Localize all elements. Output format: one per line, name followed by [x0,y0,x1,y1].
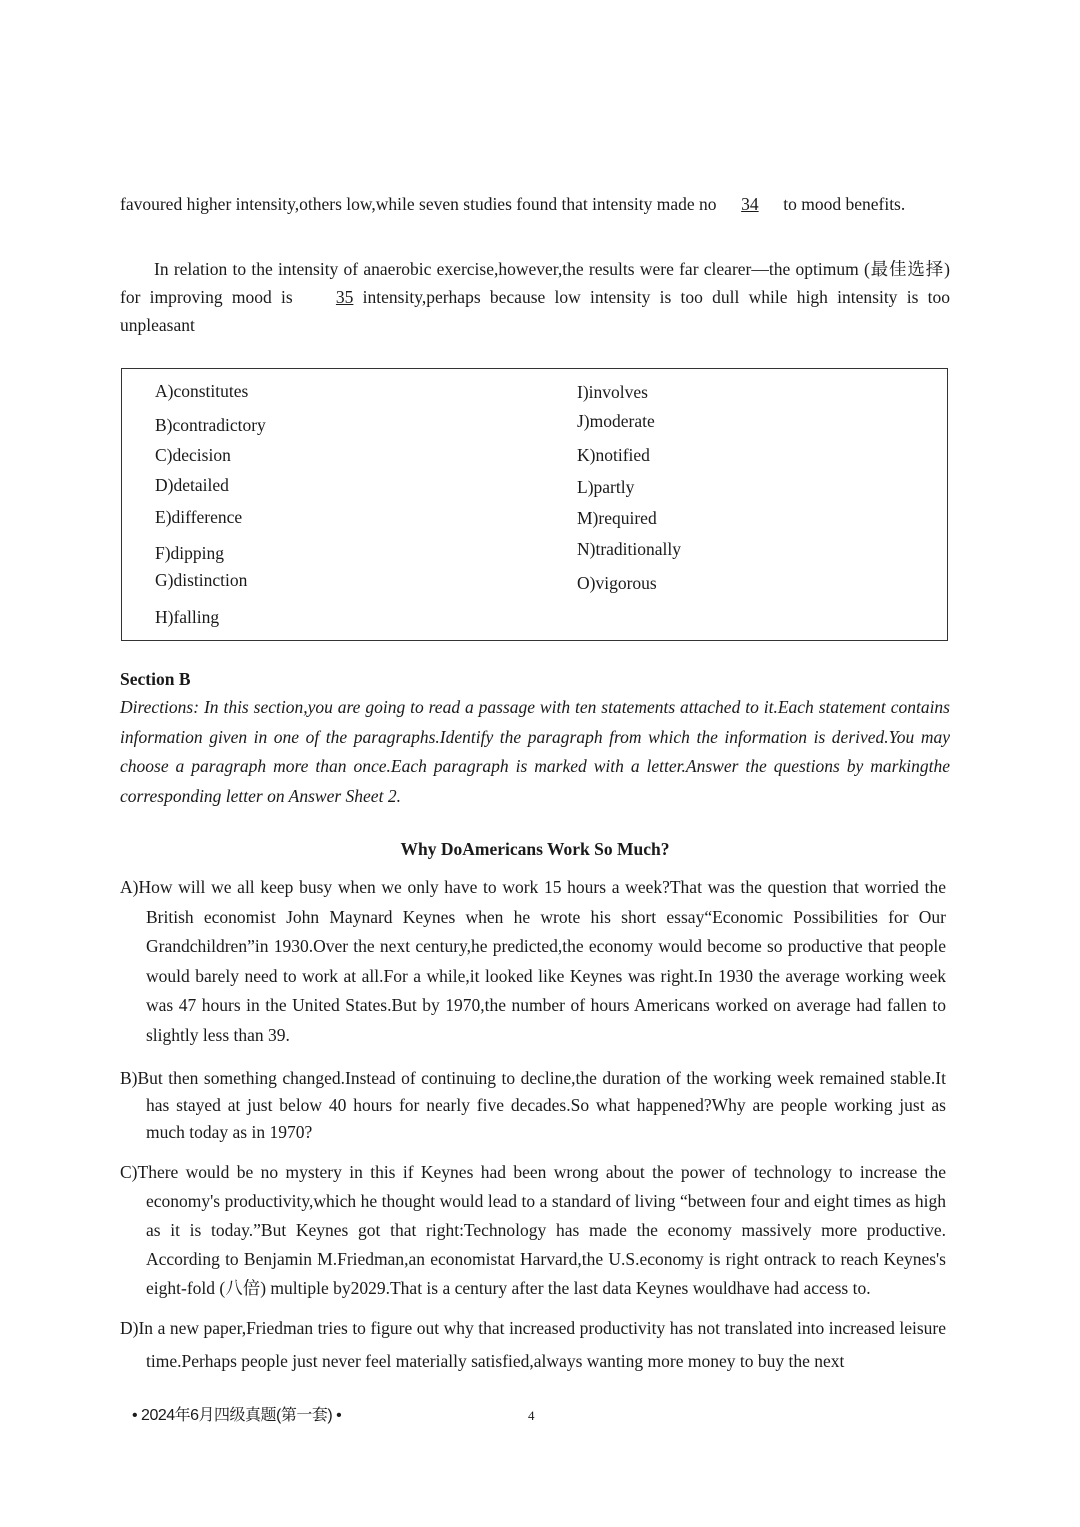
blank-35: 35 [335,287,354,307]
passage-paragraph-b: B)But then something changed.Instead of continuing to decline,the duration of the working week remained stable.It has stayed at just below 40 hours for nearly five decades.So what happened?Why are people working just as much today as in 1970? [120,1068,946,1142]
passage-title: Why DoAmericans Work So Much? [400,839,670,859]
word-option: M)required [577,508,657,528]
word-option: D)detailed [155,475,229,495]
section-b-directions: Directions: In this section,you are going to read a passage with ten statements attached to it.Each statement contains information given in one of the paragraphs.Identify the paragraph from which the information is derived.You may choose a paragraph more than once.Each paragraph is marked with a letter.Answer the questions by markingthe corresponding letter on Answer Sheet 2. [120,697,950,807]
passage-paragraph-c: C)There would be no mystery in this if Keynes had been wrong about the power of technology to increase the economy's productivity,which he thought would lead to a standard of living “between four and eight times as high as it is today.”But Keynes got that right:Technology has made the economy massively more productive. According to Benjamin M.Friedman,an economistat Harvard,the U.S.economy is right ontrack to reach Keynes's eight-fold (八倍) multiple by2029.That is a century after the last data Keynes wouldhave had access to. [120,1162,946,1298]
blank-34: 34 [741,194,759,214]
word-option: N)traditionally [577,539,682,559]
word-bank-box [121,368,948,641]
page-number: 4 [528,1408,535,1423]
fragment-text-1: favoured higher intensity,others low,while seven studies found that intensity made no [120,194,721,214]
word-option: C)decision [155,445,231,465]
word-option: B)contradictory [155,415,266,435]
fragment-paragraph [120,190,950,219]
word-option: L)partly [577,477,635,497]
section-b-heading: Section B [120,669,191,689]
word-option: F)dipping [155,543,225,563]
paragraph2-text-1: In relation to the intensity of anaerobic exercise,however,the results were far clearer—the optimum (最佳选择) for improving mood is [120,259,950,307]
passage-paragraph-d: D)In a new paper,Friedman tries to figure out why that increased productivity has not translated into increased leisure time.Perhaps people just never feel materially satisfied,always wanting more money to buy the next [120,1318,946,1371]
word-option: I)involves [577,382,648,402]
paragraph-anaerobic [120,255,950,339]
word-option: H)falling [155,607,220,627]
word-option: E)difference [155,507,243,527]
word-option: A)constitutes [155,381,249,401]
word-option: O)vigorous [577,573,657,593]
word-option: K)notified [577,445,650,465]
word-option: J)moderate [577,411,655,431]
passage-paragraph-a: A)How will we all keep busy when we only have to work 15 hours a week?That was the question that worried the British economist John Maynard Keynes when he wrote his short essay“Economic Possibilities for Our Grandchildren”in 1930.Over the next century,he predicted,the economy would become so productive that people would barely need to work at all.For a while,it looked like Keynes was right.In 1930 the average working week was 47 hours in the United States.But by 1970,the number of hours Americans worked on average had fallen to slightly less than 39. [120,877,946,1045]
fragment-text-2: to mood benefits. [778,194,906,214]
footer-label: • 2024年6月四级真题(第一套) • [132,1407,342,1424]
paragraph2-text-2: intensity,perhaps because low intensity is too dull while high intensity is too unpleasant [120,287,951,335]
word-option: G)distinction [155,570,248,590]
